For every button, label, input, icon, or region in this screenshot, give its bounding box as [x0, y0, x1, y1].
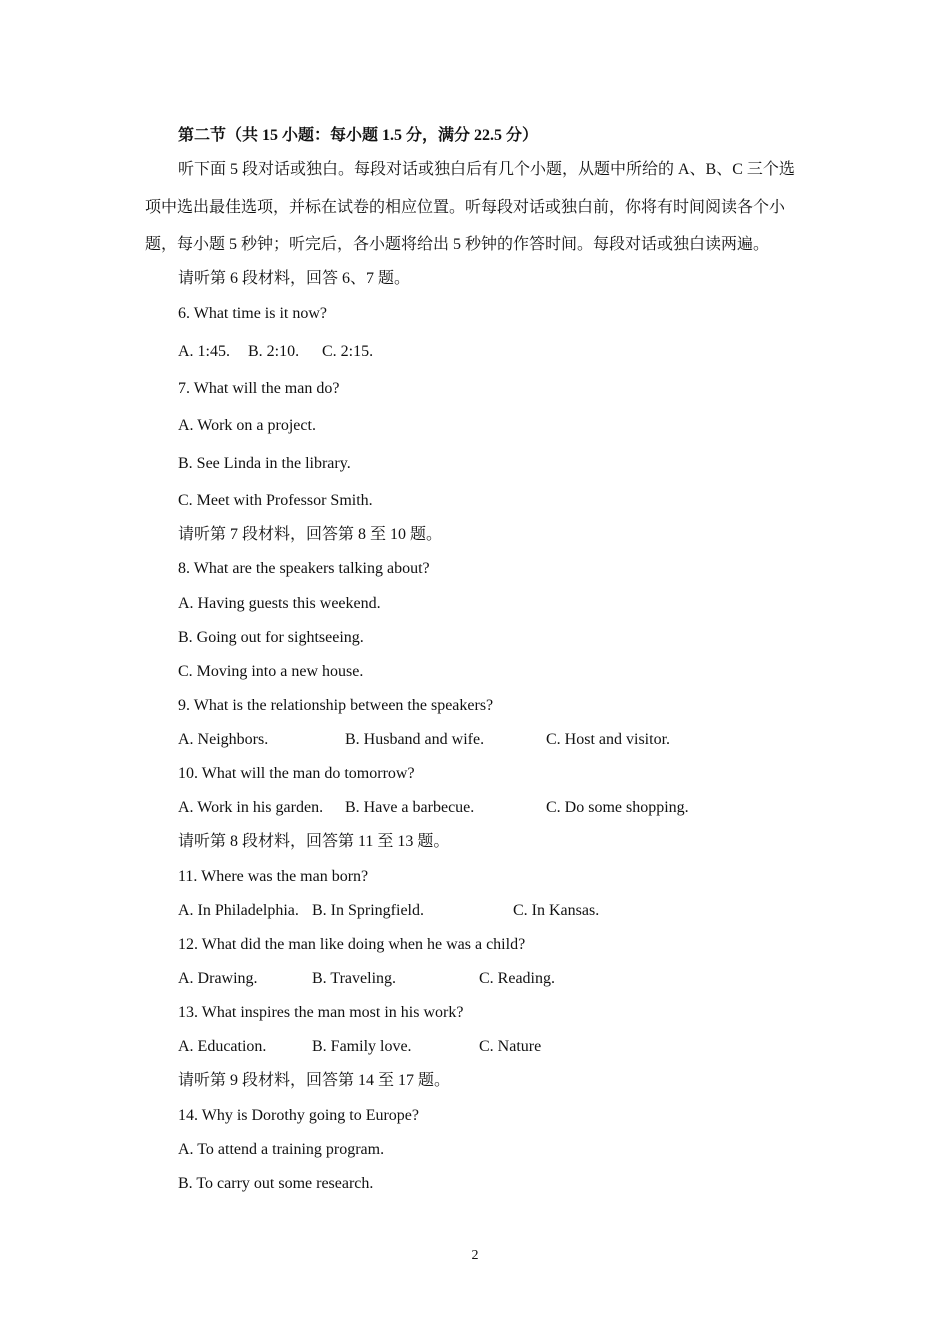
option-c: C. Reading. — [479, 970, 555, 987]
page-number: 2 — [471, 1248, 479, 1263]
option-a: A. Work on a project. — [178, 417, 316, 434]
option-b: B. See Linda in the library. — [178, 455, 351, 472]
instruction-line-3: 题，每小题 5 秒钟；听完后，各小题将给出 5 秒钟的作答时间。每段对话或独白读两遍。 — [145, 236, 770, 253]
section-title: 第二节（共 15 小题：每小题 1.5 分，满分 22.5 分） — [178, 127, 539, 144]
option-c: C. Nature — [479, 1038, 542, 1055]
option-c: C. Host and visitor. — [546, 731, 671, 748]
group-intro: 请听第 7 段材料，回答第 8 至 10 题。 — [178, 526, 443, 543]
option-b: B. Going out for sightseeing. — [178, 629, 364, 646]
group-intro: 请听第 9 段材料，回答第 14 至 17 题。 — [178, 1072, 451, 1089]
option-c: C. Meet with Professor Smith. — [178, 492, 373, 509]
question-13: 13. What inspires the man most in his work? — [178, 1004, 464, 1021]
option-a: A. 1:45. — [178, 343, 230, 360]
option-b: B. In Springfield. — [312, 902, 424, 919]
options-row — [0, 730, 950, 750]
instruction-line-2: 项中选出最佳选项，并标在试卷的相应位置。听每段对话或独白前，你将有时间阅读各个小 — [145, 199, 786, 216]
question-9: 9. What is the relationship between the speakers? — [178, 697, 494, 714]
option-a: A. To attend a training program. — [178, 1141, 385, 1158]
option-b: B. Have a barbecue. — [345, 799, 475, 816]
options-row — [0, 901, 950, 921]
option-a: A. Work in his garden. — [178, 799, 324, 816]
options-row — [0, 342, 950, 362]
question-6: 6. What time is it now? — [178, 305, 328, 322]
instruction-line-1: 听下面 5 段对话或独白。每段对话或独白后有几个小题，从题中所给的 A、B、C 三个选 — [178, 161, 795, 178]
group-intro: 请听第 8 段材料，回答第 11 至 13 题。 — [178, 833, 450, 850]
option-a: A. Neighbors. — [178, 731, 269, 748]
option-c: C. Moving into a new house. — [178, 663, 364, 680]
option-b: B. Husband and wife. — [345, 731, 485, 748]
option-b: B. Traveling. — [312, 970, 397, 987]
question-7: 7. What will the man do? — [178, 380, 340, 397]
question-11: 11. Where was the man born? — [178, 868, 369, 885]
option-b: B. To carry out some research. — [178, 1175, 374, 1192]
question-14: 14. Why is Dorothy going to Europe? — [178, 1107, 420, 1124]
option-c: C. 2:15. — [322, 343, 374, 360]
group-intro: 请听第 6 段材料，回答 6、7 题。 — [178, 270, 411, 287]
option-b: B. Family love. — [312, 1038, 412, 1055]
options-row — [0, 969, 950, 989]
options-row — [0, 798, 950, 818]
options-row — [0, 1037, 950, 1057]
option-a: A. In Philadelphia. — [178, 902, 299, 919]
option-c: C. Do some shopping. — [546, 799, 689, 816]
option-a: A. Having guests this weekend. — [178, 595, 381, 612]
question-10: 10. What will the man do tomorrow? — [178, 765, 415, 782]
question-12: 12. What did the man like doing when he was a child? — [178, 936, 526, 953]
option-b: B. 2:10. — [248, 343, 300, 360]
option-c: C. In Kansas. — [513, 902, 600, 919]
question-8: 8. What are the speakers talking about? — [178, 560, 430, 577]
option-a: A. Education. — [178, 1038, 267, 1055]
option-a: A. Drawing. — [178, 970, 258, 987]
